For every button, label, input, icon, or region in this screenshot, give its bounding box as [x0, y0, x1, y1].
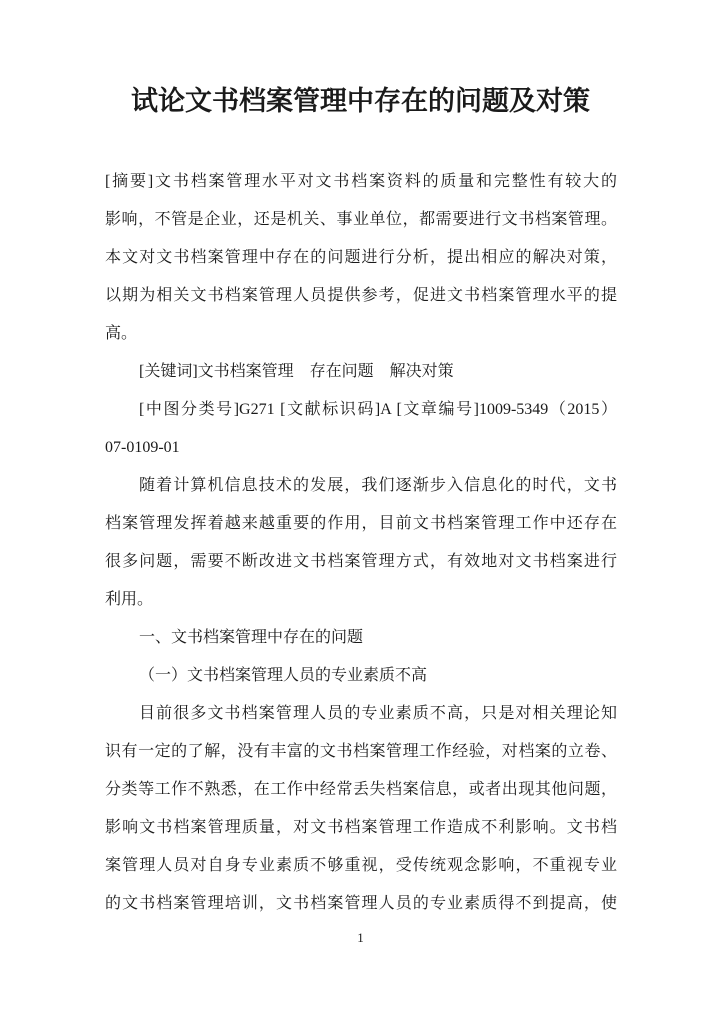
paragraph-section-heading-1 [105, 619, 617, 657]
text-line: 07-0109-01 [105, 439, 180, 456]
document-title: 试论文书档案管理中存在的问题及对策 [131, 86, 590, 116]
paragraph-classification-info [105, 391, 617, 467]
text-line: 目前很多文书档案管理人员的专业素质不高，只是对相关理论知 [139, 705, 617, 722]
paragraph-subsection-heading-1-1 [105, 657, 617, 695]
text-line: 识有一定的了解，没有丰富的文书档案管理工作经验，对档案的立卷、 [105, 743, 617, 760]
text-line: 利用。 [105, 591, 154, 608]
paragraph-abstract [105, 163, 617, 353]
text-line: [摘要]文书档案管理水平对文书档案资料的质量和完整性有较大的 [105, 173, 617, 190]
paragraph-body-paragraph-1 [105, 695, 617, 923]
text-line: 档案管理发挥着越来越重要的作用，目前文书档案管理工作中还存在 [105, 515, 617, 532]
text-line: [关键词]文书档案管理 存在问题 解决对策 [139, 363, 454, 380]
document-body [105, 163, 617, 923]
text-line: 本文对文书档案管理中存在的问题进行分析，提出相应的解决对策， [105, 249, 617, 266]
text-line: [中图分类号]G271 [文献标识码]A [文章编号]1009-5349（2015） [139, 401, 617, 418]
text-line: 以期为相关文书档案管理人员提供参考，促进文书档案管理水平的提 [105, 287, 617, 304]
text-line: 很多问题，需要不断改进文书档案管理方式，有效地对文书档案进行 [105, 553, 617, 570]
text-line: 的文书档案管理培训，文书档案管理人员的专业素质得不到提高，使 [105, 895, 617, 912]
paragraph-introduction [105, 467, 617, 619]
paragraph-keywords [105, 353, 617, 391]
text-line: 影响，不管是企业，还是机关、事业单位，都需要进行文书档案管理。 [105, 211, 617, 228]
text-line: 随着计算机信息技术的发展，我们逐渐步入信息化的时代，文书 [139, 477, 617, 494]
text-line: 案管理人员对自身专业素质不够重视，受传统观念影响，不重视专业 [105, 857, 617, 874]
text-line: 高。 [105, 325, 138, 342]
text-line: 一、文书档案管理中存在的问题 [139, 629, 364, 646]
text-line: 影响文书档案管理质量，对文书档案管理工作造成不利影响。文书档 [105, 819, 617, 836]
page-number: 1 [357, 930, 364, 945]
text-line: 分类等工作不熟悉，在工作中经常丢失档案信息，或者出现其他问题， [105, 781, 617, 798]
text-line: （一）文书档案管理人员的专业素质不高 [139, 667, 428, 684]
